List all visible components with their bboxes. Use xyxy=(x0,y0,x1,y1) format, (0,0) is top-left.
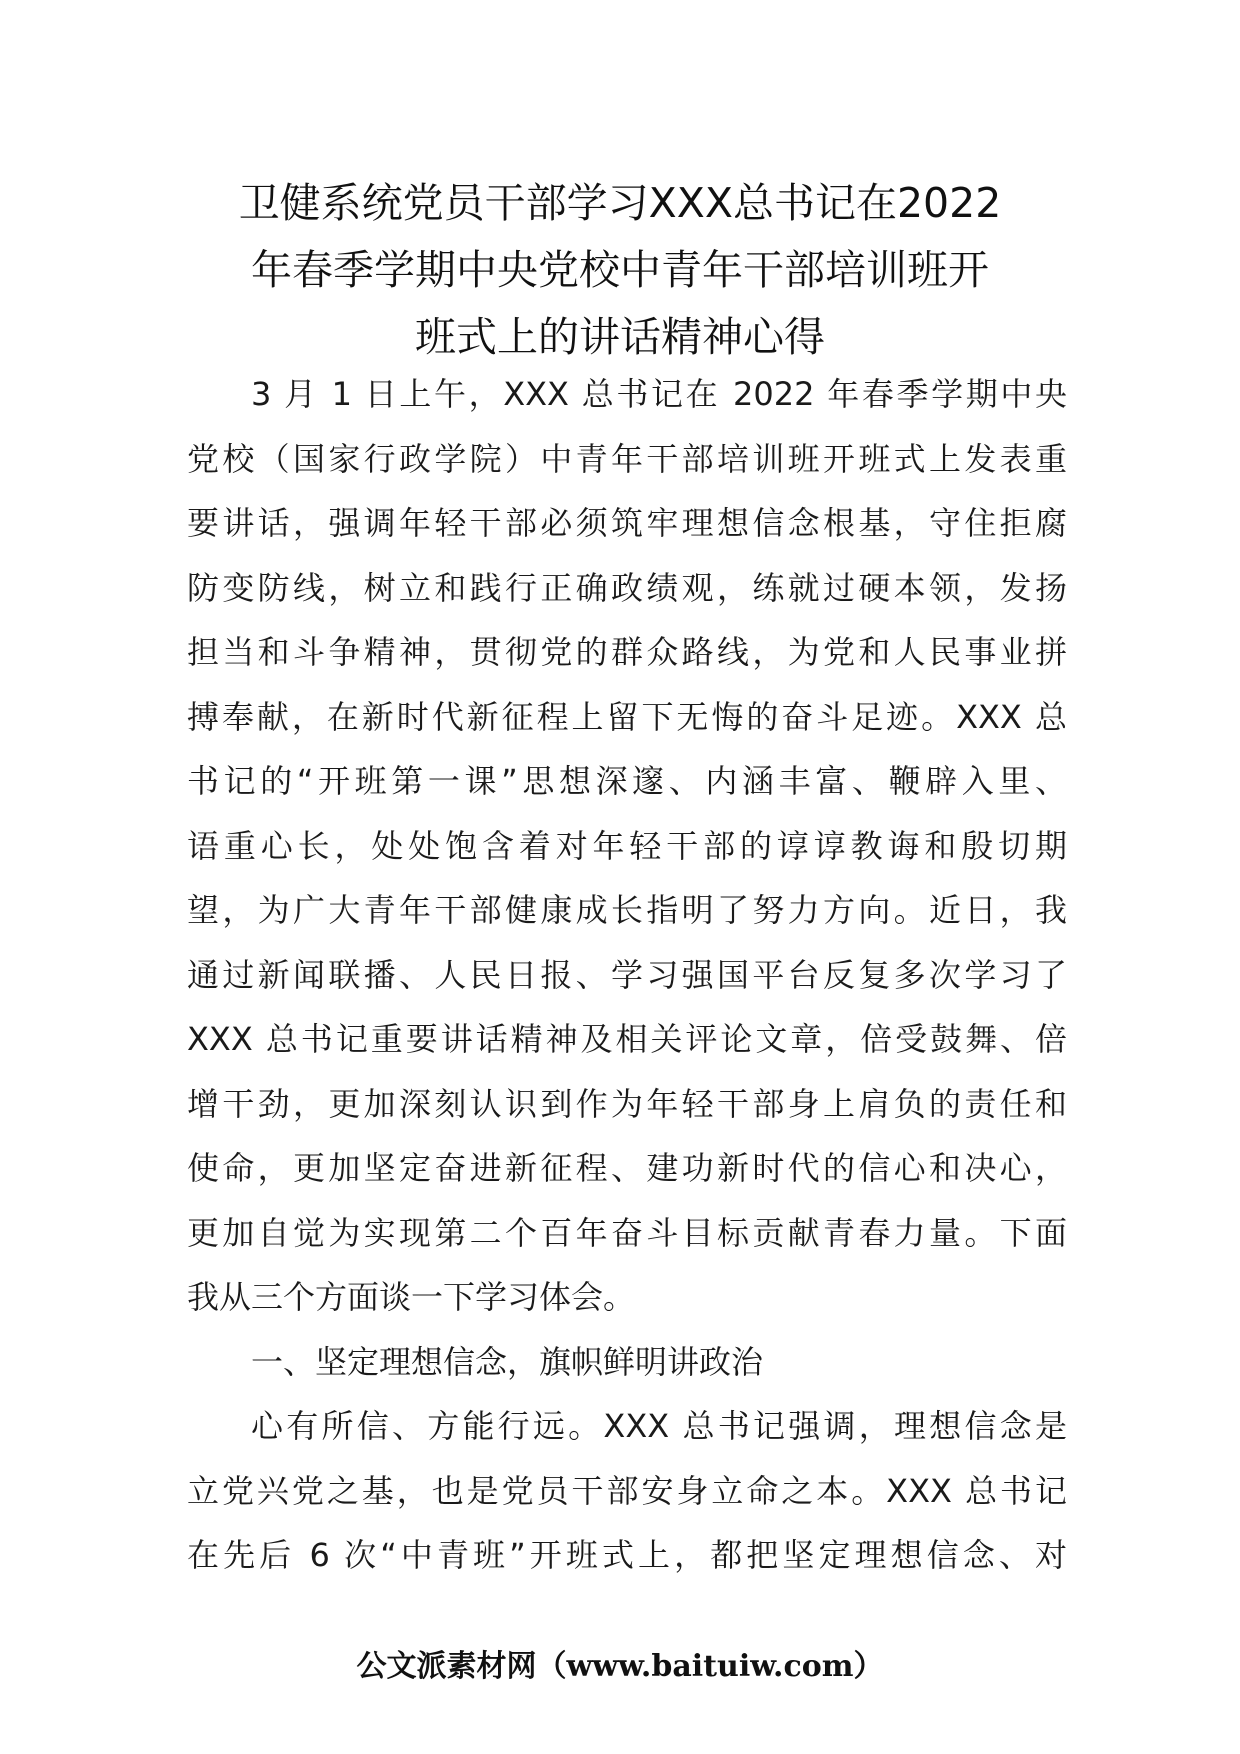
title-line: 年春季学期中央党校中青年干部培训班开 xyxy=(251,246,989,294)
paragraph-line: 我从三个方面谈一下学习体会。 xyxy=(187,1278,636,1316)
paragraph-line: 担当和斗争精神，贯彻党的群众路线，为党和人民事业拼 xyxy=(187,633,1067,671)
title-line: 班式上的讲话精神心得 xyxy=(415,313,825,361)
paragraph-line: 立党兴党之基，也是党员干部安身立命之本。XXX 总书记 xyxy=(187,1471,1067,1510)
footer-watermark: 公文派素材网（www.baituiw.com） xyxy=(356,1649,884,1684)
section-heading: 一、坚定理想信念，旗帜鲜明讲政治 xyxy=(251,1342,764,1381)
paragraph-line: XXX 总书记重要讲话精神及相关评论文章，倍受鼓舞、倍 xyxy=(187,1020,1067,1058)
paragraph-line: 语重心长，处处饱含着对年轻干部的谆谆教诲和殷切期 xyxy=(187,826,1067,865)
paragraph-line: 增干劲，更加深刻认识到作为年轻干部身上肩负的责任和 xyxy=(187,1084,1067,1123)
paragraph-line: 通过新闻联播、人民日报、学习强国平台反复多次学习了 xyxy=(187,955,1067,994)
paragraph-line: 书记的“开班第一课”思想深邃、内涵丰富、鞭辟入里、 xyxy=(187,762,1067,800)
document-title xyxy=(170,170,1070,371)
document-body xyxy=(187,362,1067,1588)
paragraph-line: 更加自觉为实现第二个百年奋斗目标贡献青春力量。下面 xyxy=(187,1213,1067,1252)
paragraph-line: 搏奉献，在新时代新征程上留下无悔的奋斗足迹。XXX 总 xyxy=(187,697,1067,736)
paragraph-intro xyxy=(187,362,1067,1330)
paragraph-line: 望，为广大青年干部健康成长指明了努力方向。近日，我 xyxy=(187,891,1067,929)
paragraph-line: 要讲话，强调年轻干部必须筑牢理想信念根基，守住拒腐 xyxy=(187,504,1067,542)
title-line: 卫健系统党员干部学习XXX总书记在2022 xyxy=(238,179,1002,227)
paragraph-line: 使命，更加坚定奋进新征程、建功新时代的信心和决心， xyxy=(187,1149,1067,1187)
paragraph-line: 心有所信、方能行远。XXX 总书记强调，理想信念是 xyxy=(251,1407,1067,1445)
paragraph-line: 防变防线，树立和践行正确政绩观，练就过硬本领，发扬 xyxy=(187,568,1067,607)
paragraph-line: 在先后 6 次“中青班”开班式上，都把坚定理想信念、对 xyxy=(187,1536,1067,1574)
paragraph-line: 党校（国家行政学院）中青年干部培训班开班式上发表重 xyxy=(187,439,1067,478)
paragraph-line: 3 月 1 日上午，XXX 总书记在 2022 年春季学期中央 xyxy=(251,375,1067,413)
paragraph-section1 xyxy=(187,1394,1067,1588)
